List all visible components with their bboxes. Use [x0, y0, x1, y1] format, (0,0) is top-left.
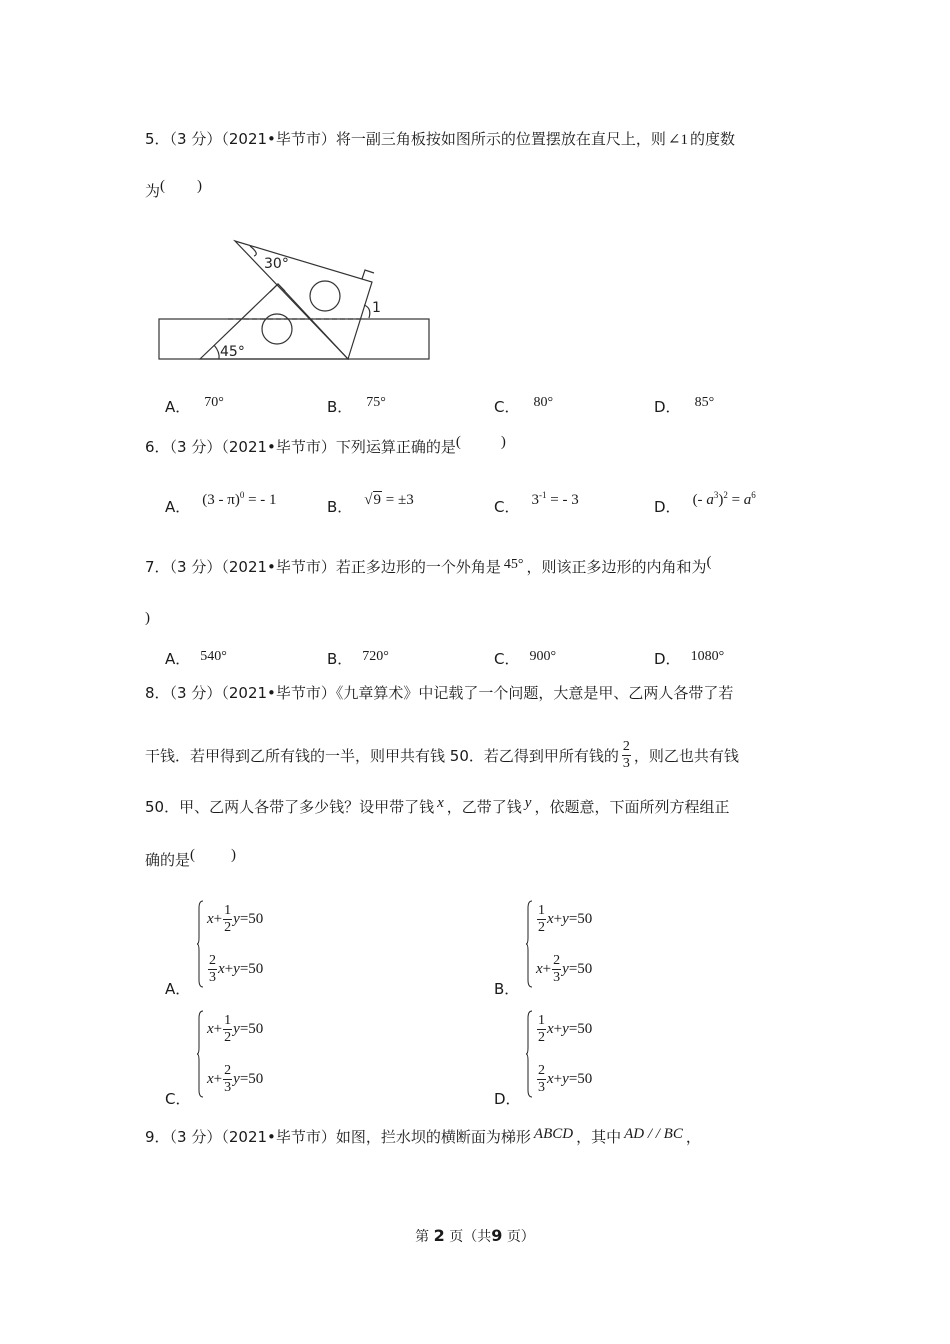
- q6-option-b[interactable]: B． √9 = ±3: [327, 492, 414, 516]
- q8-line4-text: 确的是: [145, 851, 191, 869]
- q6-option-d[interactable]: D． (- $a^3)^2 = a^6$: [654, 490, 756, 516]
- q8-line3a: 50．甲、乙两人各带了多少钱？设甲带了钱: [145, 798, 435, 816]
- q5-line1: [145, 128, 735, 149]
- q8-score: （3 分）: [169, 684, 222, 702]
- triangle-30-60: [235, 241, 372, 359]
- q5-paren-close: ): [197, 178, 203, 194]
- q7-text1: 若正多边形的一个外角是: [335, 558, 501, 576]
- q9-line1: [145, 1126, 701, 1147]
- q5-option-b[interactable]: B． 75°: [327, 395, 386, 416]
- q8-paren-close: ): [231, 847, 237, 863]
- q7-angle: 45°: [503, 557, 524, 572]
- q5-text1: 将一副三角板按如图所示的位置摆放在直尺上，则: [335, 130, 666, 148]
- brace-icon: [196, 1010, 204, 1098]
- q6-score: （3 分）: [169, 438, 222, 456]
- q7-score: （3 分）: [169, 558, 222, 576]
- q7-line1: [145, 554, 712, 577]
- angle-arc-45: [214, 345, 219, 359]
- q9-text1: 如图，拦水坝的横断面为梯形: [335, 1128, 531, 1146]
- brace-icon: [196, 900, 204, 988]
- q5-text3: 为: [145, 182, 161, 200]
- q9-parallel: AD / / BC: [624, 1126, 683, 1142]
- q5-option-a[interactable]: A． 70°: [165, 395, 224, 416]
- q8-line3b: ，乙带了钱: [446, 798, 522, 816]
- q6-option-a[interactable]: A． (3 - π)$^0$ = - 1: [165, 490, 277, 516]
- q8-line1-text: 《九章算术》中记载了一个问题，大意是甲、乙两人各带了若: [335, 684, 734, 702]
- q9-text2: ，其中: [576, 1128, 622, 1146]
- q8-system-c: x + $\frac{1}{2}$ y =50 x + $\frac{2}{3}$ y =50: [196, 1010, 263, 1098]
- q5-paren-open: (: [160, 178, 166, 194]
- q9-trapezoid: ABCD: [533, 1126, 574, 1142]
- page-footer: 第 2 页（共9 页）: [415, 1226, 535, 1245]
- q7-number: 7．: [145, 558, 170, 576]
- q8-line3c: ，依题意，下面所列方程组正: [534, 798, 730, 816]
- q5-number: 5．: [145, 130, 170, 148]
- ruler-rectangle: [159, 319, 429, 359]
- q8-paren-open: (: [190, 847, 196, 863]
- q8-fraction: $\frac{2}{3}$: [622, 738, 630, 771]
- q6-line: [145, 434, 506, 457]
- q7-option-a[interactable]: A． 540°: [165, 649, 227, 668]
- q8-line4: [145, 845, 236, 870]
- total-pages: 9: [491, 1226, 503, 1245]
- q8-option-b[interactable]: B．: [494, 980, 520, 998]
- label-45: 45°: [220, 344, 245, 360]
- q7-paren-open: (: [706, 554, 712, 570]
- q9-source: （2021•毕节市）: [221, 1128, 336, 1146]
- brace-icon: [525, 900, 533, 988]
- current-page: 2: [433, 1226, 445, 1245]
- q5-line2: [145, 176, 202, 201]
- q6-source: （2021•毕节市）: [221, 438, 336, 456]
- q9-text3: ，: [685, 1128, 701, 1146]
- q6-text: 下列运算正确的是: [335, 438, 456, 456]
- q7-line2: [145, 608, 150, 627]
- q8-system-d: $\frac{1}{2}$ x + y =50 $\frac{2}{3}$ x + y =50: [525, 1010, 592, 1098]
- q7-option-b[interactable]: B． 720°: [327, 649, 389, 668]
- label-30: 30°: [264, 256, 289, 272]
- q5-text2: 的度数: [689, 130, 735, 148]
- q6-number: 6．: [145, 438, 170, 456]
- q8-line1: [145, 682, 733, 703]
- q6-paren-close: ): [500, 434, 506, 450]
- q8-source: （2021•毕节市）: [221, 684, 336, 702]
- q5-angle-symbol: ∠1: [667, 132, 688, 148]
- q8-line3: [145, 795, 729, 817]
- q6-option-c[interactable]: C． $3^{-1}$ = - 3: [494, 490, 579, 516]
- q5-option-d[interactable]: D． 85°: [654, 395, 715, 416]
- q5-option-c[interactable]: C． 80°: [494, 395, 554, 416]
- q7-text2: ，则该正多边形的内角和为: [526, 558, 707, 576]
- angle-arc-1: [364, 305, 370, 318]
- hole-circle-upper: [310, 281, 340, 311]
- q8-number: 8．: [145, 684, 170, 702]
- q9-number: 9．: [145, 1128, 170, 1146]
- q8-line2a: 干钱．若甲得到乙所有钱的一半，则甲共有钱 50．若乙得到甲所有钱的: [145, 746, 619, 765]
- q9-score: （3 分）: [169, 1128, 222, 1146]
- q8-option-c[interactable]: C．: [165, 1090, 191, 1108]
- q8-system-b: $\frac{1}{2}$ x + y =50 x + $\frac{2}{3}$ y =50: [525, 900, 592, 988]
- q8-option-a[interactable]: A．: [165, 980, 191, 998]
- q5-figure: [150, 232, 440, 366]
- q8-system-a: x + $\frac{1}{2}$ y =50 $\frac{2}{3}$ x + y =50: [196, 900, 263, 988]
- q8-var-y: y: [524, 795, 532, 811]
- q7-option-c[interactable]: C． 900°: [494, 649, 557, 668]
- brace-icon: [525, 1010, 533, 1098]
- q8-line2: [145, 732, 739, 778]
- q7-option-d[interactable]: D． 1080°: [654, 649, 725, 668]
- q8-var-x: x: [437, 795, 444, 811]
- q8-line2b: ，则乙也共有钱: [633, 746, 739, 765]
- label-angle-1: 1: [372, 300, 381, 316]
- q5-score: （3 分）: [169, 130, 222, 148]
- q6-paren-open: (: [455, 434, 461, 450]
- q7-paren-close: ): [145, 610, 150, 626]
- q5-source: （2021•毕节市）: [221, 130, 336, 148]
- q8-option-d[interactable]: D．: [494, 1090, 521, 1108]
- right-angle-mark-upper: [362, 270, 374, 279]
- q7-source: （2021•毕节市）: [221, 558, 336, 576]
